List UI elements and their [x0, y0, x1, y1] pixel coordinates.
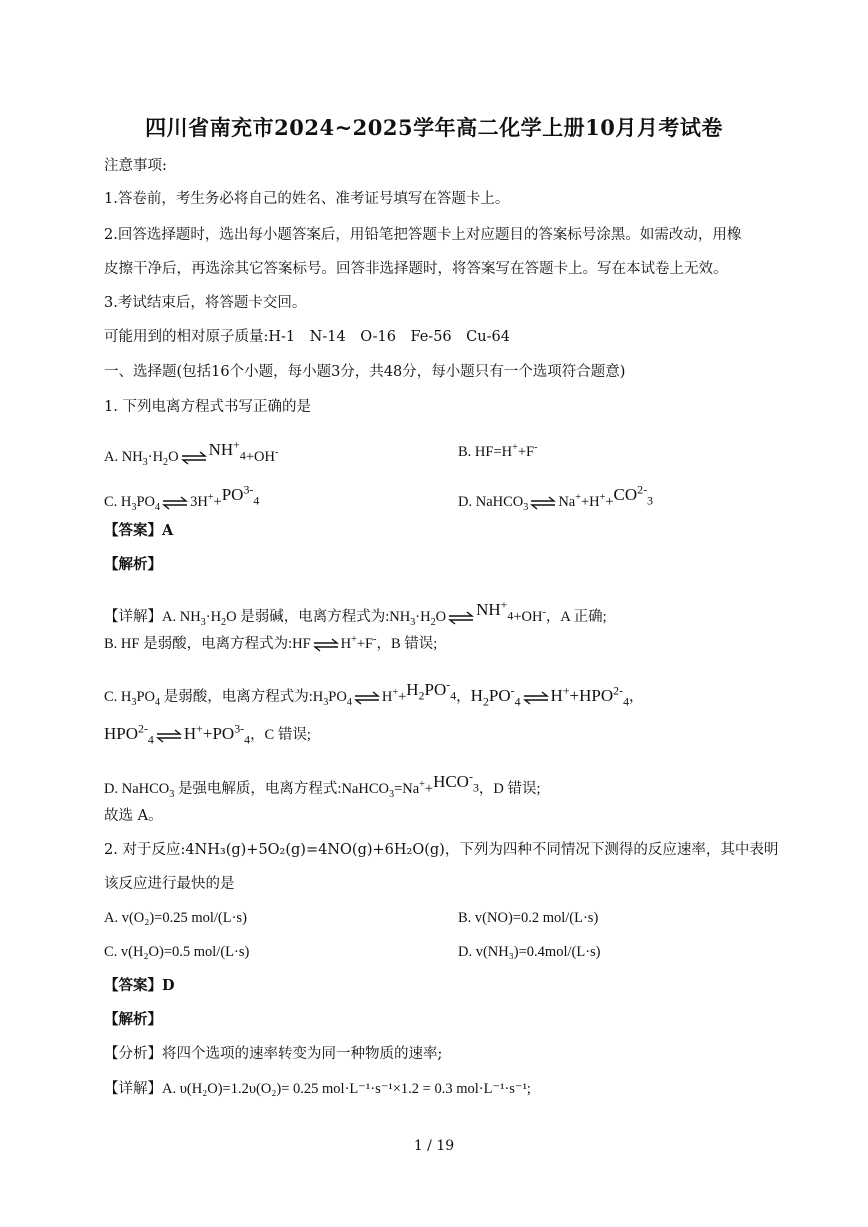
q1-detail-c: C. $H_3PO_4$ 是弱酸，电离方程式为$:H_3PO_4$ $H^++H_2PO^-_4$，$H_2PO^-_4$ $H^++HPO^{2-}_4$，: [104, 677, 644, 709]
q1-detail-c2: $HPO^{2-}_4$ $H^++PO^{3-}_4$，C 错误;: [104, 721, 311, 747]
equilibrium-arrow-icon: [156, 729, 182, 743]
q2-fenxi: 【分析】将四个选项的速率转变为同一种物质的速率;: [104, 1046, 443, 1062]
equilibrium-arrow-icon: [523, 691, 549, 705]
q1-option-c: C. $H_3PO_4$ $3H^++PO^{3-}_4$: [104, 482, 260, 513]
q1-option-a: A. $NH_3\cdot H_2O$ $NH^+_4+OH^-$: [104, 437, 279, 468]
q1-option-b: B. HF=H++F-: [458, 442, 538, 460]
equilibrium-arrow-icon: [313, 638, 339, 652]
q1-detail-d: D. NaHCO$_3$ 是强电解质，电离方程式$:NaHCO_3=Na^++HCO^-_3$，D 错误;: [104, 769, 541, 800]
q2-option-d: D. v(NH₃)=0.4mol/(L·s): [458, 944, 601, 960]
equilibrium-arrow-icon: [530, 496, 556, 510]
q2-analysis-label: 【解析】: [104, 1011, 162, 1028]
q2-option-a: A. v(O₂)=0.25 mol/(L·s): [104, 910, 247, 926]
q1-detail-b: B. HF 是弱酸，电离方程式为:HF H++F-，B 错误;: [104, 634, 438, 652]
q2-detail: 【详解】A. υ(H₂O)=1.2υ(O₂)= 0.25 mol·L⁻¹·s⁻¹×1.2 = 0.3 mol·L⁻¹·s⁻¹;: [104, 1081, 531, 1097]
section-heading: 一、选择题(包括16个小题，每小题3分，共48分，每小题只有一个选项符合题意): [104, 364, 626, 380]
q2-option-b: B. v(NO)=0.2 mol/(L·s): [458, 910, 599, 926]
q1-conclusion: 故选 A。: [104, 808, 163, 824]
equilibrium-arrow-icon: [448, 611, 474, 625]
equilibrium-arrow-icon: [354, 691, 380, 705]
equilibrium-arrow-icon: [162, 496, 188, 510]
question-1-stem: 1. 下列电离方程式书写正确的是: [104, 399, 311, 415]
question-2-stem: 该反应进行最快的是: [104, 876, 235, 892]
q1-detail-a: 【详解】A. $NH_3\cdot H_2O$ 是弱碱，电离方程式为$:NH_3\cdot H_2O$ $NH^+_4+OH^-$，A 正确;: [104, 597, 607, 628]
atomic-masses: 可能用到的相对原子质量:H-1 N-14 O-16 Fe-56 Cu-64: [104, 329, 510, 345]
notice-item: 1.答卷前，考生务必将自己的姓名、准考证号填写在答题卡上。: [104, 191, 510, 207]
question-2-stem: 2. 对于反应:4NH₃(g)+5O₂(g)=4NO(g)+6H₂O(g)，下列为四种不同情况下测得的反应速率，其中表明: [104, 842, 779, 858]
q1-answer: 【答案】A: [104, 522, 174, 539]
equilibrium-arrow-icon: [181, 451, 207, 465]
page-number: 1 / 19: [413, 1138, 455, 1154]
q1-option-d: D. NaHCO$_3$ $Na^++H^++CO^{2-}_3$: [458, 482, 653, 513]
q2-option-c: C. v(H₂O)=0.5 mol/(L·s): [104, 944, 250, 960]
notice-item: 2.回答选择题时，选出每小题答案后，用铅笔把答题卡上对应题目的答案标号涂黑。如需改动，用橡: [104, 227, 742, 243]
notice-heading: 注意事项:: [104, 158, 167, 174]
page-title: 四川省南充市2024~2025学年高二化学上册10月月考试卷: [145, 115, 723, 140]
q1-analysis-label: 【解析】: [104, 556, 162, 573]
notice-item: 3.考试结束后，将答题卡交回。: [104, 295, 307, 311]
notice-item: 皮擦干净后，再选涂其它答案标号。回答非选择题时，将答案写在答题卡上。写在本试卷上无效。: [104, 261, 728, 277]
q2-answer: 【答案】D: [104, 977, 175, 994]
